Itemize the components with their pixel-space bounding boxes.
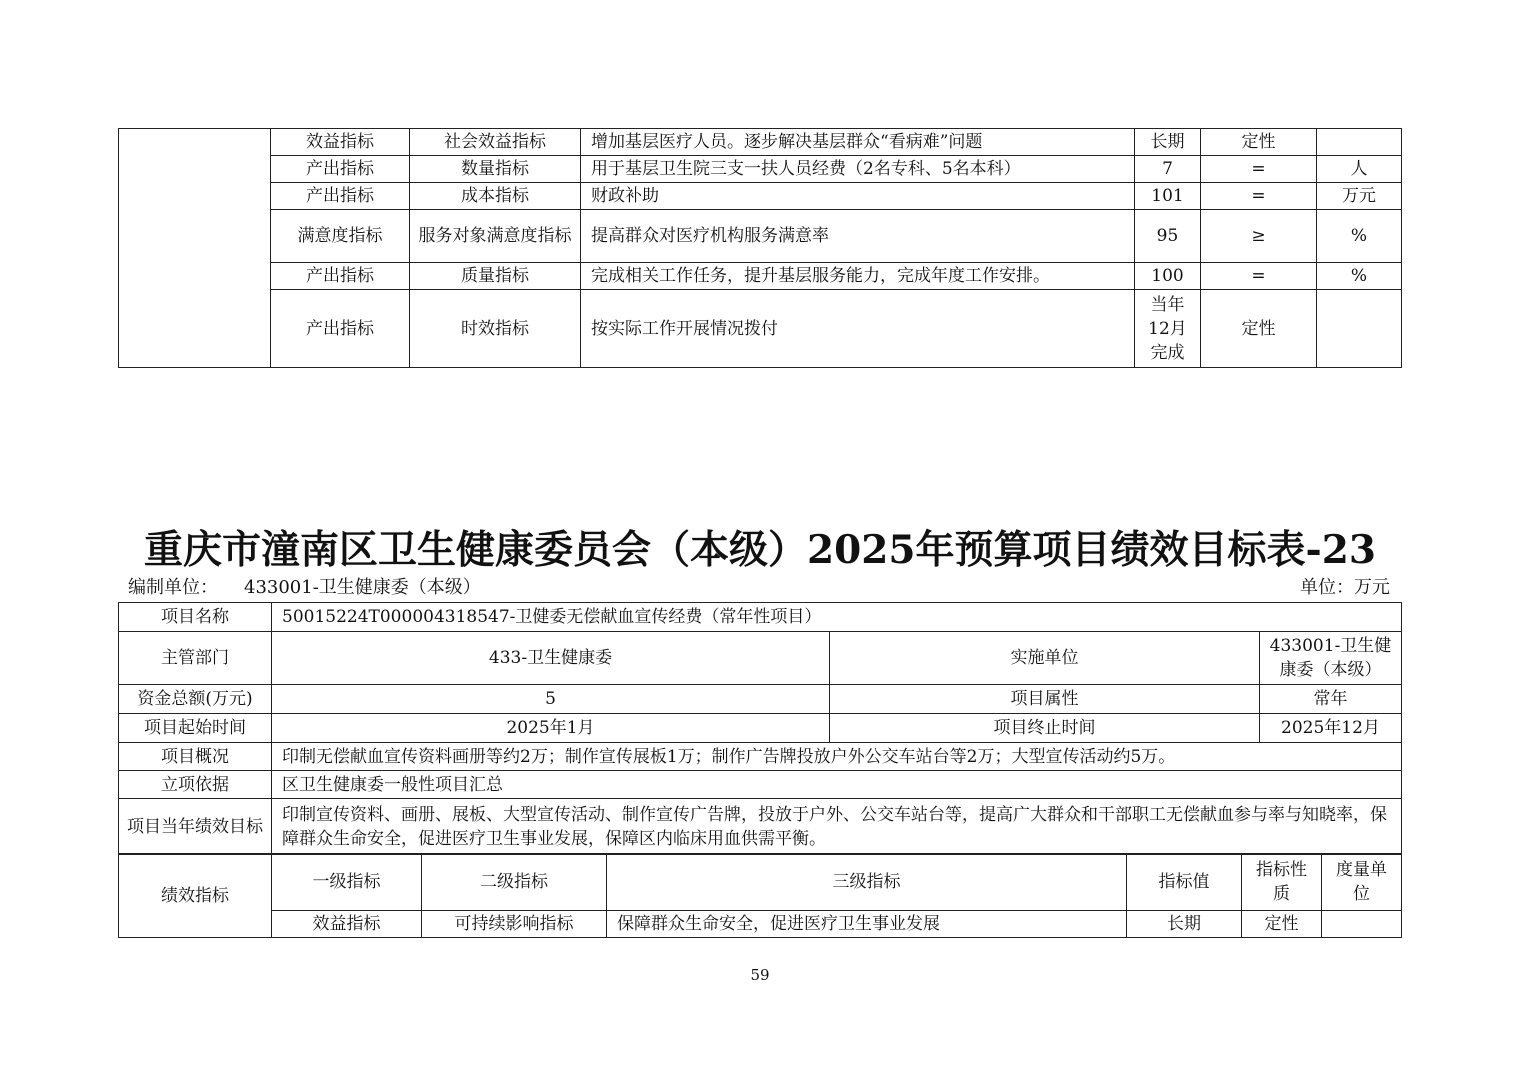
table-row [119, 714, 1402, 743]
level2-cell: 时效指标 [410, 290, 581, 368]
header-value: 指标值 [1127, 854, 1242, 911]
performance-table [118, 853, 1402, 938]
value-cell: 长期 [1127, 911, 1242, 938]
end-label: 项目终止时间 [830, 714, 1260, 743]
basis-value: 区卫生健康委一般性项目汇总 [272, 771, 1402, 799]
nature-cell: = [1201, 156, 1317, 183]
level2-cell: 数量指标 [410, 156, 581, 183]
level2-cell: 社会效益指标 [410, 129, 581, 156]
level3-cell: 完成相关工作任务，提升基层服务能力，完成年度工作安排。 [581, 263, 1135, 290]
level1-cell: 满意度指标 [271, 210, 410, 263]
nature-cell: = [1201, 263, 1317, 290]
unit-cell: 万元 [1317, 183, 1402, 210]
blank-cell [119, 129, 271, 368]
project-info-table [118, 602, 1402, 855]
table-row [119, 210, 1402, 263]
table-row [119, 603, 1402, 632]
table-row [119, 911, 1402, 938]
level2-cell: 质量指标 [410, 263, 581, 290]
page-title: 重庆市潼南区卫生健康委员会（本级）2025年预算项目绩效目标表-23 [143, 527, 1376, 573]
value-cell: 长期 [1135, 129, 1201, 156]
level1-cell: 产出指标 [271, 156, 410, 183]
unit-cell [1317, 290, 1402, 368]
level1-cell: 效益指标 [272, 911, 422, 938]
table-row [119, 854, 1402, 911]
table-row [119, 743, 1402, 771]
attr-value: 常年 [1260, 685, 1402, 714]
impl-unit-value: 433001-卫生健康委（本级） [1260, 632, 1402, 685]
compiling-unit-value: 433001-卫生健康委（本级） [244, 577, 481, 598]
dept-label: 主管部门 [119, 632, 272, 685]
level3-cell: 按实际工作开展情况拨付 [581, 290, 1135, 368]
level2-cell: 成本指标 [410, 183, 581, 210]
unit-cell: % [1317, 263, 1402, 290]
level3-cell: 提高群众对医疗机构服务满意率 [581, 210, 1135, 263]
level1-cell: 产出指标 [271, 183, 410, 210]
level3-cell: 用于基层卫生院三支一扶人员经费（2名专科、5名本科） [581, 156, 1135, 183]
unit-cell: 人 [1317, 156, 1402, 183]
unit-cell [1322, 911, 1402, 938]
value-cell: 100 [1135, 263, 1201, 290]
indicator-table-continued [118, 128, 1402, 368]
project-name-label: 项目名称 [119, 603, 272, 632]
page-number: 59 [750, 966, 770, 984]
header-unit: 度量单位 [1322, 854, 1402, 911]
unit-cell [1317, 129, 1402, 156]
fund-value: 5 [272, 685, 830, 714]
value-cell: 95 [1135, 210, 1201, 263]
compiling-unit-label: 编制单位： [128, 577, 218, 598]
nature-cell: ≥ [1201, 210, 1317, 263]
table-row [119, 799, 1402, 855]
header-nature: 指标性质 [1242, 854, 1322, 911]
attr-label: 项目属性 [830, 685, 1260, 714]
table-row [119, 263, 1402, 290]
fund-label: 资金总额(万元) [119, 685, 272, 714]
header-level3: 三级指标 [607, 854, 1127, 911]
header-level2: 二级指标 [422, 854, 607, 911]
goal-value: 印制宣传资料、画册、展板、大型宣传活动、制作宣传广告牌，投放于户外、公交车站台等，提高广大群众和干部职工无偿献血参与率与知晓率，保障群众生命安全，促进医疗卫生事业发展，保障区内临床用血供需平衡。 [272, 799, 1402, 855]
table-row [119, 290, 1402, 368]
level1-cell: 效益指标 [271, 129, 410, 156]
table-row [119, 156, 1402, 183]
header-level1: 一级指标 [272, 854, 422, 911]
project-name-value: 50015224T000004318547-卫健委无偿献血宣传经费（常年性项目） [272, 603, 1402, 632]
table-row [119, 183, 1402, 210]
table-row [119, 685, 1402, 714]
impl-unit-label: 实施单位 [830, 632, 1260, 685]
nature-cell: 定性 [1201, 129, 1317, 156]
level2-cell: 服务对象满意度指标 [410, 210, 581, 263]
value-cell: 当年12月完成 [1135, 290, 1201, 368]
dept-value: 433-卫生健康委 [272, 632, 830, 685]
nature-cell: 定性 [1242, 911, 1322, 938]
currency-unit: 单位：万元 [1300, 577, 1390, 598]
unit-cell: % [1317, 210, 1402, 263]
perf-label: 绩效指标 [119, 854, 272, 938]
compiling-unit [128, 576, 481, 600]
overview-value: 印制无偿献血宣传资料画册等约2万；制作宣传展板1万；制作广告牌投放户外公交车站台等2万；大型宣传活动约5万。 [272, 743, 1402, 771]
level3-cell: 增加基层医疗人员。逐步解决基层群众“看病难”问题 [581, 129, 1135, 156]
nature-cell: = [1201, 183, 1317, 210]
level3-cell: 保障群众生命安全，促进医疗卫生事业发展 [607, 911, 1127, 938]
start-value: 2025年1月 [272, 714, 830, 743]
table-row [119, 771, 1402, 799]
nature-cell: 定性 [1201, 290, 1317, 368]
goal-label: 项目当年绩效目标 [119, 799, 272, 855]
level1-cell: 产出指标 [271, 263, 410, 290]
value-cell: 7 [1135, 156, 1201, 183]
level3-cell: 财政补助 [581, 183, 1135, 210]
table-row [119, 632, 1402, 685]
level2-cell: 可持续影响指标 [422, 911, 607, 938]
end-value: 2025年12月 [1260, 714, 1402, 743]
overview-label: 项目概况 [119, 743, 272, 771]
basis-label: 立项依据 [119, 771, 272, 799]
start-label: 项目起始时间 [119, 714, 272, 743]
level1-cell: 产出指标 [271, 290, 410, 368]
value-cell: 101 [1135, 183, 1201, 210]
table-row [119, 129, 1402, 156]
